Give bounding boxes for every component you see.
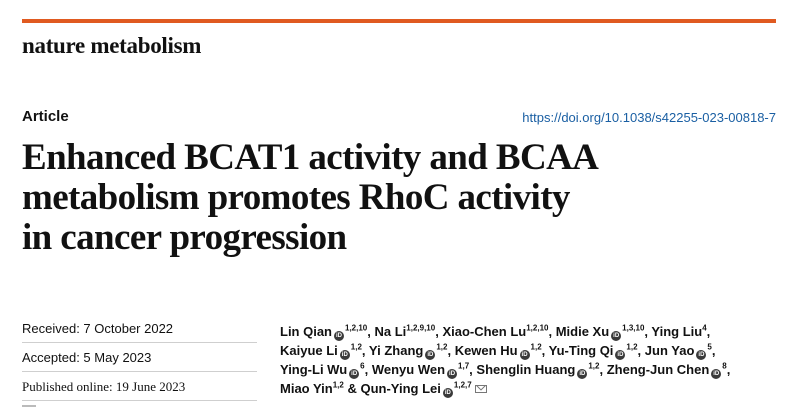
author-name: Ying-Li Wu xyxy=(280,362,348,377)
author-name: Zheng-Jun Chen xyxy=(606,362,710,377)
article-type: Article xyxy=(22,108,69,125)
author[interactable] xyxy=(651,324,706,339)
affiliation-superscript[interactable]: 1,2 xyxy=(350,342,362,352)
affiliation-superscript[interactable]: 6 xyxy=(360,361,365,371)
author[interactable] xyxy=(556,324,645,339)
author-name: Yu-Ting Qi xyxy=(548,343,614,358)
affiliation-superscript[interactable]: 8 xyxy=(722,361,727,371)
title-line: in cancer progression xyxy=(22,217,347,258)
author-name: Jun Yao xyxy=(644,343,695,358)
doi-link[interactable]: https://doi.org/10.1038/s42255-023-00818-7 xyxy=(522,110,776,125)
author-name: Wenyu Wen xyxy=(371,362,446,377)
author[interactable] xyxy=(455,343,542,358)
author[interactable] xyxy=(280,362,365,377)
affiliation-superscript[interactable]: 1,2,7 xyxy=(453,380,472,390)
publication-dates xyxy=(22,322,257,409)
author-name: Qun-Ying Lei xyxy=(360,381,441,396)
orcid-icon[interactable]: iD xyxy=(341,352,348,358)
author-name: Shenglin Huang xyxy=(476,362,576,377)
affiliation-superscript[interactable]: 1,2,10 xyxy=(526,323,549,333)
journal-accent-bar xyxy=(22,19,776,23)
author[interactable] xyxy=(280,381,344,396)
author-name: Miao Yin xyxy=(280,381,333,396)
title-line: metabolism promotes RhoC activity xyxy=(22,177,570,218)
author[interactable] xyxy=(280,343,362,358)
author[interactable] xyxy=(369,343,448,358)
article-title xyxy=(22,138,742,258)
affiliation-superscript[interactable]: 5 xyxy=(707,342,712,352)
affiliation-superscript[interactable]: 1,2 xyxy=(530,342,542,352)
author[interactable] xyxy=(549,343,638,358)
journal-name[interactable]: nature metabolism xyxy=(22,33,202,58)
author[interactable] xyxy=(374,324,435,339)
author-name: Na Li xyxy=(374,324,407,339)
orcid-icon[interactable]: iD xyxy=(521,352,528,358)
orcid-icon[interactable]: iD xyxy=(698,352,705,358)
affiliation-superscript[interactable]: 1,7 xyxy=(458,361,470,371)
received-date: Received: 7 October 2022 xyxy=(22,322,257,343)
orcid-icon[interactable]: iD xyxy=(713,371,720,377)
orcid-icon[interactable]: iD xyxy=(444,390,451,396)
author[interactable] xyxy=(280,324,367,339)
author[interactable] xyxy=(645,343,712,358)
author-name: Kewen Hu xyxy=(454,343,518,358)
affiliation-superscript[interactable]: 1,3,10 xyxy=(622,323,645,333)
affiliation-superscript[interactable]: 1,2 xyxy=(332,380,344,390)
author[interactable] xyxy=(372,362,469,377)
title-line: Enhanced BCAT1 activity and BCAA xyxy=(22,137,599,178)
author[interactable] xyxy=(442,324,548,339)
author-name: Midie Xu xyxy=(555,324,610,339)
affiliation-superscript[interactable]: 1,2,9,10 xyxy=(406,323,436,333)
author-name: Ying Liu xyxy=(651,324,703,339)
orcid-icon[interactable]: iD xyxy=(336,333,342,339)
accepted-date: Accepted: 5 May 2023 xyxy=(22,351,257,372)
author[interactable] xyxy=(360,381,486,396)
orcid-icon[interactable]: iD xyxy=(579,371,586,377)
orcid-icon[interactable]: iD xyxy=(449,371,456,377)
author[interactable] xyxy=(607,362,727,377)
orcid-icon[interactable]: iD xyxy=(617,352,624,358)
author-name: Xiao-Chen Lu xyxy=(442,324,527,339)
orcid-icon[interactable]: iD xyxy=(351,371,358,377)
author-name: Kaiyue Li xyxy=(280,343,338,358)
affiliation-superscript[interactable]: 1,2 xyxy=(588,361,600,371)
affiliation-superscript[interactable]: 1,2 xyxy=(626,342,638,352)
affiliation-superscript[interactable]: 4 xyxy=(702,323,707,333)
orcid-icon[interactable]: iD xyxy=(613,333,620,339)
section-divider xyxy=(22,405,36,407)
author[interactable] xyxy=(476,362,599,377)
published-date: Published online: 19 June 2023 xyxy=(22,380,257,401)
author-list: Lin Qian iD$^{1,2,10}$, Na Li$^{1,2,9,10}$, Xiao-Chen Lu$^{1,2,10}$, Midie Xu iD$^{1,3,10}$, Ying Liu$^4$, Kaiyue Li iD$^{1,2}$, Yi Zhang iD$^{1,2}$, Kewen Hu iD$^{1,2}$, Yu-Ting Qi iD$^{1,2}$, Jun Yao $iD^5$, Ying-Li Wu $iD^6$, Wenyu Wen iD$^{1,7}$, Shenglin Huang iD$^{1,2}$, Zheng-Jun Chen $iD^8$, Miao Yin$^{1,2}$ & Qun-Ying Lei iD$^{1,2,7}$ xyxy=(280,323,731,396)
author-name: Lin Qian xyxy=(280,324,332,339)
affiliation-superscript[interactable]: 1,2,10 xyxy=(345,323,368,333)
orcid-icon[interactable]: iD xyxy=(427,352,434,358)
envelope-icon[interactable] xyxy=(475,385,487,393)
author-name: Yi Zhang xyxy=(368,343,424,358)
affiliation-superscript[interactable]: 1,2 xyxy=(436,342,448,352)
